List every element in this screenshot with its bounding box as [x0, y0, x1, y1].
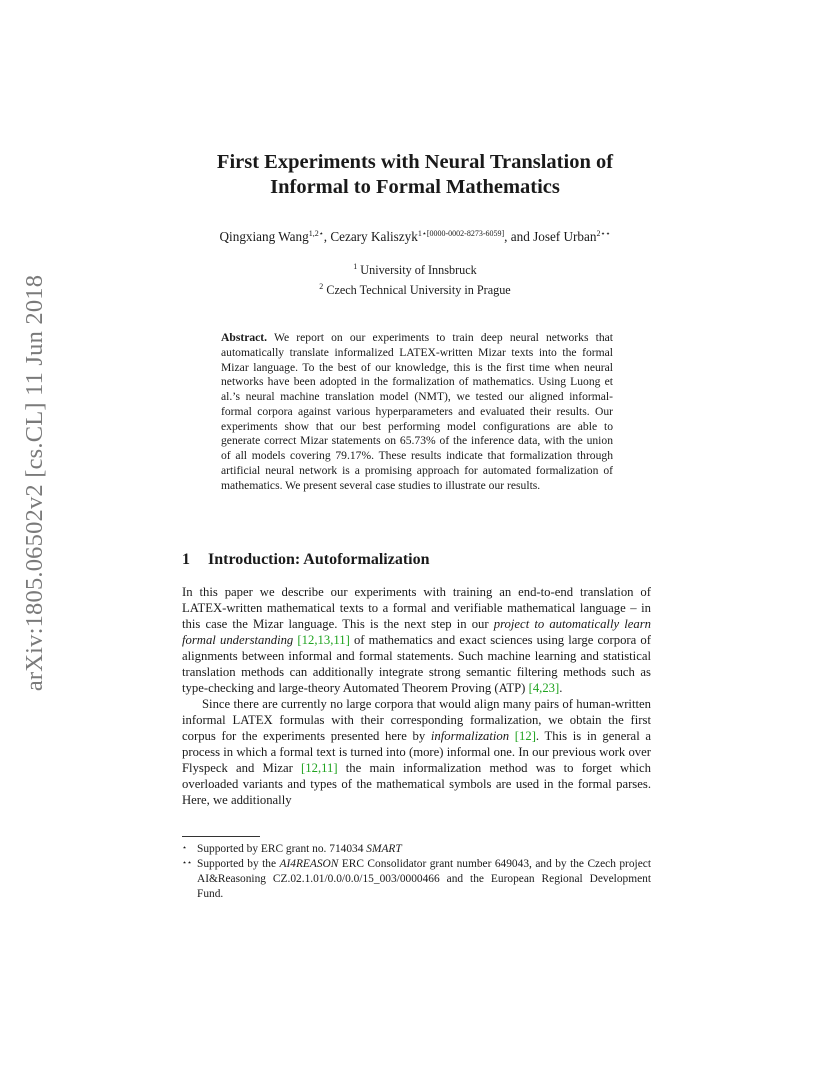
author-name-kaliszyk: , Cezary Kaliszyk [323, 229, 418, 244]
paragraph-1 [182, 584, 651, 696]
paragraph-text: In this paper we describe our experiments with training an end-to-end translation of LATEX-written mathematical texts to a formal and verifiable mathematical language – in this case the Mizar language. This is the next step in our [182, 585, 651, 631]
affiliations [200, 259, 630, 298]
affiliation-text: University of Innsbruck [360, 263, 477, 277]
arxiv-identifier: arXiv:1805.06502v2 [cs.CL] 11 Jun 2018 [21, 274, 48, 692]
affiliation-mark: 1 [353, 262, 358, 271]
author-affiliation-mark: 1⋆[0000-0002-8273-6059] [417, 229, 505, 238]
affiliation-text: Czech Technical University in Prague [326, 282, 511, 297]
section-number: 1 [182, 551, 190, 568]
footnote-1 [182, 842, 651, 857]
emphasis-text: informalization [430, 729, 510, 743]
footnote-emphasis: AI4REASON [279, 858, 339, 870]
abstract [221, 331, 613, 493]
arxiv-stamp [18, 274, 52, 692]
title-line-1: First Experiments with Neural Translation of [216, 151, 614, 173]
emphasis-text: project to automatically learn formal understanding [182, 617, 652, 647]
abstract-label: Abstract. [221, 331, 268, 344]
footnotes [182, 842, 651, 902]
citation-link[interactable]: [12,11] [301, 761, 338, 775]
section-heading [182, 551, 429, 569]
footnote-text: ERC Consolidator grant number 649043, and by the Czech project AI&Reasoning CZ.02.1.01/0.0/0.0/15_003/0000466 and the European Regional Development Fund. [197, 858, 651, 900]
paragraph-text: of mathematics and exact sciences using large corpora of alignments between informal and formal statements. Such machine learning and statistical translation methods can additionally integrate strong semantic filtering methods such as type-checking and large-theory Automated Theorem Proving (ATP) [182, 633, 651, 695]
author-affiliation-mark: 1,2⋆ [308, 229, 324, 238]
author-name-urban: , and Josef Urban [504, 229, 597, 244]
citation-link[interactable]: [4,23] [528, 681, 560, 695]
body-text [182, 584, 651, 808]
footnote-divider [182, 836, 260, 837]
citation-link[interactable]: [12,13,11] [297, 633, 350, 647]
paper-title [150, 150, 680, 200]
paragraph-text: the main informalization method was to forget which overloaded variants and types of the mathematical symbols are used in the formal parses. Here, we additionally [182, 761, 651, 807]
author-list [120, 229, 710, 245]
footnote-2 [182, 857, 651, 902]
citation-link[interactable]: [12] [514, 729, 536, 743]
paragraph-text: . This is in general a process in which a formal text is turned into (more) informal one. In our previous work over Flyspeck and Mizar [182, 729, 652, 775]
footnote-text: Supported by the [197, 858, 280, 870]
title-line-2: Informal to Formal Mathematics [270, 176, 560, 198]
affiliation-mark: 2 [319, 281, 324, 291]
footnote-mark: ⋆ [182, 843, 188, 852]
paragraph-text: Since there are currently no large corpora that would align many pairs of human-written informal LATEX formulas with their corresponding formalization, we obtain the first corpus for the experiments presented here by [182, 697, 651, 743]
paragraph-text: . [559, 681, 563, 695]
author-affiliation-mark: 2⋆⋆ [596, 229, 611, 238]
paragraph-2 [182, 696, 651, 808]
affiliation-1 [200, 259, 630, 279]
abstract-text: We report on our experiments to train deep neural networks that automatically translate informalized LATEX-written Mizar texts into the formal Mizar language. To the best of our knowledge, this is the first time when neural networks have been adopted in the formalization of mathematics. Using Luong et al.’s neural machine translation model (NMT), we tested our aligned informal-formal corpora against various hyperparameters and evaluated their results. Our experiments show that our best performing model configurations are able to generate correct Mizar statements on 65.73% of the inference data, with the union of all models covering 79.17%. These results indicate that formalization through artificial neural network is a promising approach for automated formalization of mathematics. We present several case studies to illustrate our results. [221, 331, 613, 492]
author-name-wang: Qingxiang Wang [219, 229, 309, 244]
affiliation-2 [200, 279, 630, 299]
section-title: Introduction: Autoformalization [208, 551, 430, 568]
footnote-mark: ⋆⋆ [182, 858, 193, 867]
footnote-text: Supported by ERC grant no. 714034 [197, 843, 367, 855]
footnote-emphasis: SMART [366, 843, 402, 855]
